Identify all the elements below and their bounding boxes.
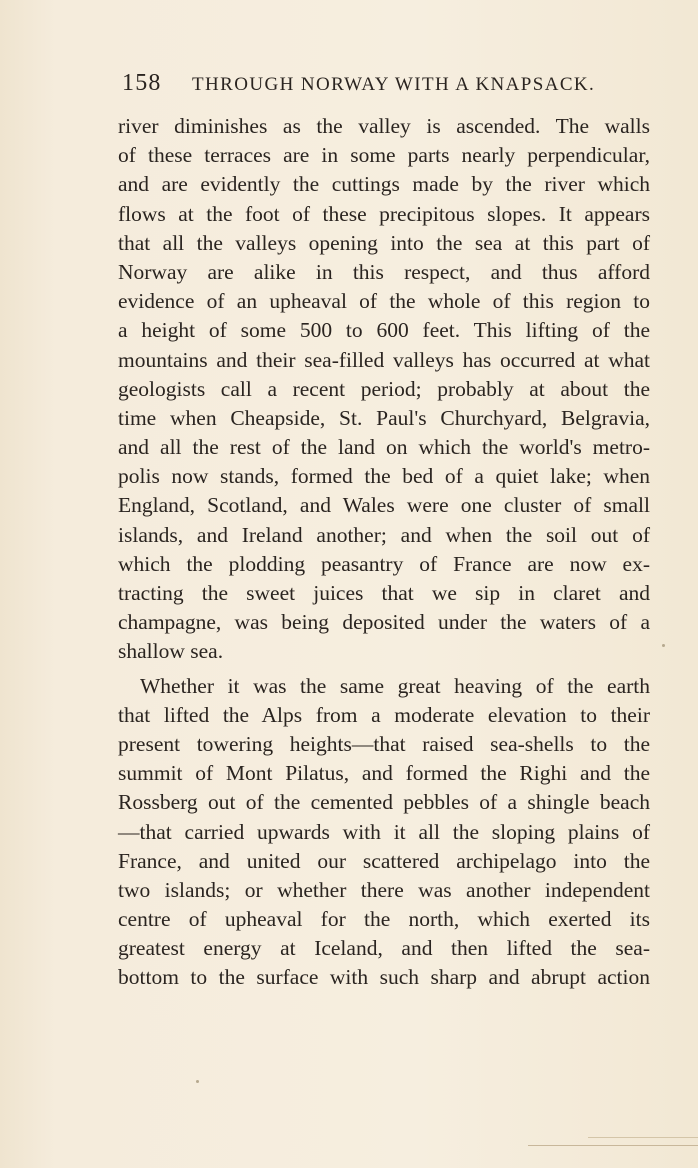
text-line: Rossberg out of the cemented pebbles of a shingle beach (118, 790, 650, 815)
text-line: a height of some 500 to 600 feet. This lifting of the (118, 318, 650, 343)
paper-speck (196, 1080, 199, 1083)
text-line: bottom to the surface with such sharp and abrupt action (118, 965, 650, 990)
text-line: that lifted the Alps from a moderate elevation to their (118, 702, 650, 727)
page-header (120, 68, 640, 104)
text-line: islands, and Ireland another; and when the soil out of (118, 522, 650, 547)
text-line: that all the valleys opening into the sea at this part of (118, 230, 650, 255)
text-line: tracting the sweet juices that we sip in claret and (118, 581, 650, 605)
paragraph (118, 672, 650, 993)
page-number: 158 (122, 70, 162, 96)
text-line: flows at the foot of these precipitous slopes. It appears (118, 201, 650, 226)
text-line: greatest energy at Iceland, and then lifted the sea- (118, 936, 650, 961)
text-line: Norway are alike in this respect, and thus afford (118, 259, 650, 284)
text-line: time when Cheapside, St. Paul's Churchyard, Belgravia, (118, 405, 650, 430)
text-line: —that carried upwards with it all the sloping plains of (118, 819, 650, 844)
text-line: France, and united our scattered archipelago into the (118, 848, 650, 873)
text-line: champagne, was being deposited under the waters of a (118, 610, 650, 635)
text-line: present towering heights—that raised sea-shells to the (118, 731, 650, 756)
body-text (118, 112, 650, 993)
text-line: summit of Mont Pilatus, and formed the Righi and the (118, 761, 650, 786)
text-line: Whether it was the same great heaving of the earth (140, 673, 650, 698)
paper-speck (662, 644, 665, 647)
text-line: evidence of an upheaval of the whole of this region to (118, 289, 650, 314)
text-line: of these terraces are in some parts nearly perpendicular, (118, 143, 650, 168)
text-line: two islands; or whether there was another independent (118, 877, 650, 902)
text-line: and all the rest of the land on which the world's metro- (118, 435, 650, 460)
text-line: shallow sea. (118, 639, 224, 664)
text-line: and are evidently the cuttings made by the river which (118, 172, 650, 197)
text-line: England, Scotland, and Wales were one cluster of small (118, 493, 650, 518)
page-edge-shadow (588, 1137, 698, 1138)
text-line: geologists call a recent period; probably at about the (118, 376, 650, 401)
text-line: mountains and their sea-filled valleys has occurred at what (118, 347, 650, 372)
text-line: river diminishes as the valley is ascended. The walls (118, 114, 650, 138)
page-edge-shadow (528, 1145, 698, 1146)
text-line: polis now stands, formed the bed of a quiet lake; when (118, 464, 650, 489)
text-line: centre of upheaval for the north, which exerted its (118, 907, 650, 932)
text-line: which the plodding peasantry of France are now ex- (118, 551, 650, 576)
running-head: THROUGH NORWAY WITH A KNAPSACK. (192, 74, 596, 95)
paragraph (118, 112, 650, 667)
